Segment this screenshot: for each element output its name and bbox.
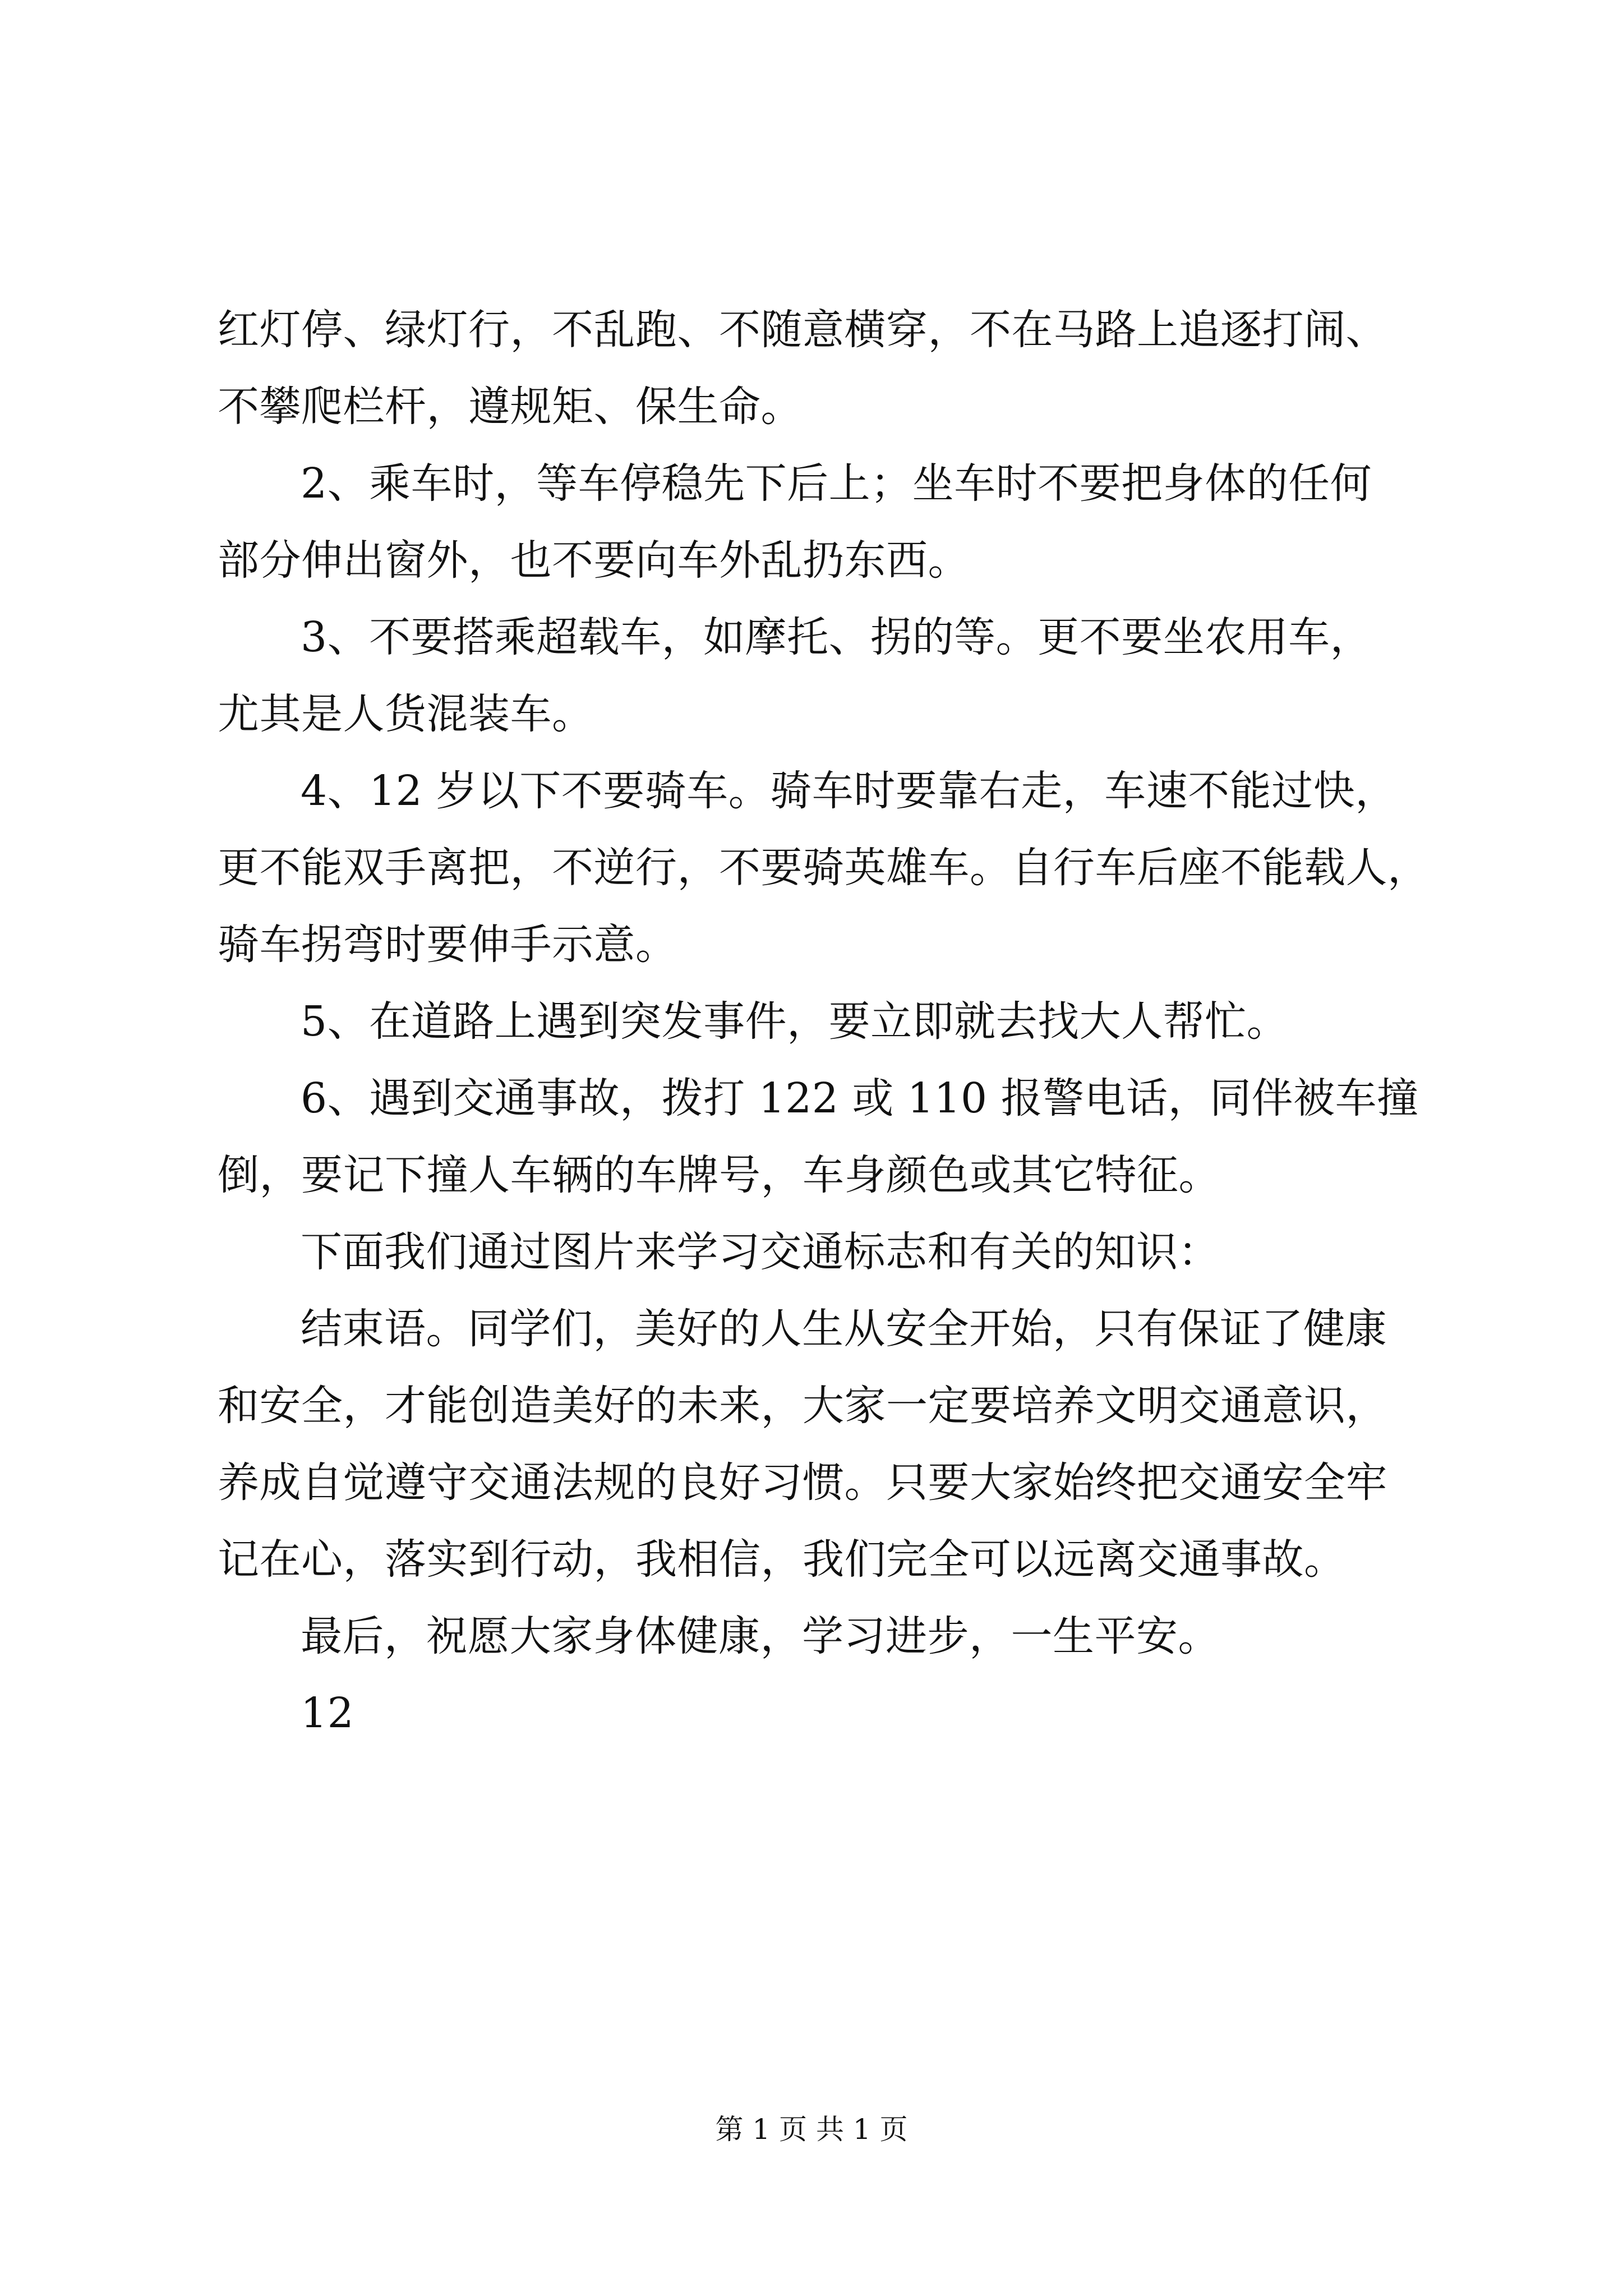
text-line: 下面我们通过图片来学习交通标志和有关的知识： [301,1228,1220,1276]
text-line: 部分伸出窗外，也不要向车外乱扔东西。 [218,536,970,585]
text-line: 倒，要记下撞人车辆的车牌号，车身颜色或其它特征。 [218,1151,1220,1199]
text-line: 2、乘车时，等车停稳先下后上；坐车时不要把身体的任何 [301,459,1372,508]
text-line: 6、遇到交通事故，拨打 122 或 110 报警电话，同伴被车撞 [301,1074,1419,1122]
text-line: 不攀爬栏杆，遵规矩、保生命。 [218,383,803,431]
text-line: 更不能双手离把，不逆行，不要骑英雄车。自行车后座不能载人， [218,844,1430,892]
text-line: 红灯停、绿灯行，不乱跑、不随意横穿，不在马路上追逐打闹、 [218,306,1387,354]
text-line: 3、不要搭乘超载车，如摩托、拐的等。更不要坐农用车， [301,613,1372,661]
text-line: 骑车拐弯时要伸手示意。 [218,921,677,969]
text-line: 结束语。同学们，美好的人生从安全开始，只有保证了健康 [301,1305,1387,1353]
text-line: 最后，祝愿大家身体健康，学习进步，一生平安。 [301,1612,1220,1660]
text-line: 4、12 岁以下不要骑车。骑车时要靠右走，车速不能过快， [301,767,1397,815]
text-line: 5、在道路上遇到突发事件，要立即就去找大人帮忙。 [301,997,1289,1046]
text-line: 尤其是人货混装车。 [218,690,594,738]
page-footer [0,2113,1623,2146]
text-line: 养成自觉遵守交通法规的良好习惯。只要大家始终把交通安全牢 [218,1458,1387,1507]
text-line: 记在心，落实到行动，我相信，我们完全可以远离交通事故。 [218,1535,1346,1584]
document-body [218,292,1440,1752]
page-number-info: 第 1 页 共 1 页 [715,2113,908,2146]
text-line: 12 [301,1689,354,1737]
text-line: 和安全，才能创造美好的未来，大家一定要培养文明交通意识， [218,1382,1387,1430]
